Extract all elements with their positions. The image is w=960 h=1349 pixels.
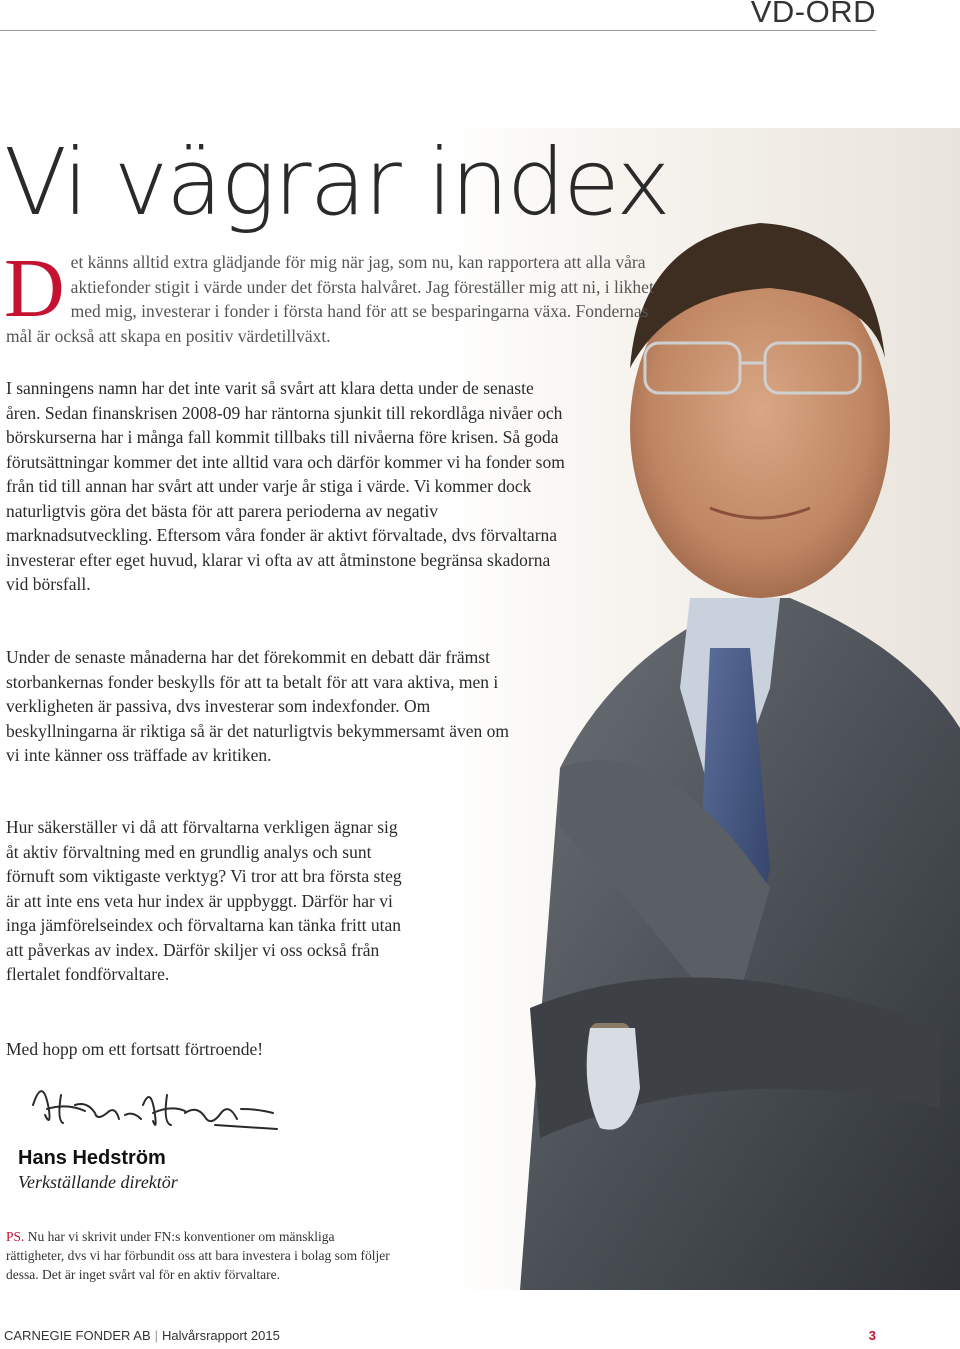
page-number: 3	[868, 1328, 876, 1343]
section-label: VD-ORD	[750, 0, 876, 29]
postscript	[6, 1227, 396, 1284]
footer-publication: Halvårsrapport 2015	[162, 1328, 280, 1343]
page-title: Vi vägrar index	[4, 129, 669, 236]
article-body	[4, 242, 656, 597]
footer-company: CARNEGIE FONDER AB	[4, 1328, 151, 1343]
body-paragraph: I sanningens namn har det inte varit så svårt att klara detta under de senaste åren. Sedan finanskrisen 2008-09 har räntorna sjunkit till rekordlåga nivåer och börskurserna har i många fall kommit tillbaks till nivåerna före krisen. Så goda förutsättningar kommer det inte alltid vara och därför kommer vi ha fonder som från tid till annan har svårt att under varje år stiga i värde. Vi kommer dock naturligtvis göra det bästa för att parera perioderna av negativ marknadsutveckling. Eftersom våra fonder är aktivt förvaltade, dvs förvaltarna investerar efter eget huvud, klarar vi ofta av att åtminstone begränsa skadorna vid börsfall.	[6, 378, 565, 594]
body-paragraph: Under de senaste månaderna har det förekommit en debatt där främst storbankernas fonder beskylls för att ta betalt för att vara aktiva, men i verkligheten är passiva, dvs investerar som indexfonder. Om beskyllningarna är riktiga så är det naturligtvis bekymmersamt även om vi inte känner oss träffade av kritiken.	[6, 647, 509, 765]
ps-text: Nu har vi skrivit under FN:s konventioner om mänskliga rättigheter, dvs vi har förbundit oss att bara investera i bolag som följer dessa. Det är inget svårt val för en aktiv förvaltare.	[6, 1229, 390, 1282]
author-title: Verkställande direktör	[18, 1172, 178, 1192]
signature	[15, 1065, 285, 1145]
author-name: Hans Hedström	[18, 1147, 166, 1169]
footer	[4, 1328, 280, 1343]
lead-text: et känns alltid extra glädjande för mig när jag, som nu, kan rapportera att alla våra aktiefonder stigit i värde under det första halvåret. Jag föreställer mig att ni, i likhet med mig, investerar i fonder i första hand för att se besparingarna växa. Fondernas mål är också att skapa en positiv värdetillväxt.	[6, 252, 654, 346]
lead-paragraph	[4, 242, 656, 348]
footer-separator: |	[154, 1328, 159, 1343]
drop-cap: D	[4, 242, 65, 335]
header-divider	[0, 30, 876, 31]
body-paragraph: Hur säkerställer vi då att förvaltarna verkligen ägnar sig åt aktiv förvaltning med en grundlig analys och sunt förnuft som viktigaste verktyg? Vi tror att bra första steg är att inte ens veta hur index är uppbyggt. Därför har vi inga jämförelseindex och förvaltarna kan tänka fritt utan att påverkas av index. Därför skiljer vi oss också från flertalet fondförvaltare.	[6, 817, 402, 984]
ps-label: PS.	[6, 1229, 25, 1244]
closing-line: Med hopp om ett fortsatt förtroende!	[6, 1039, 264, 1059]
